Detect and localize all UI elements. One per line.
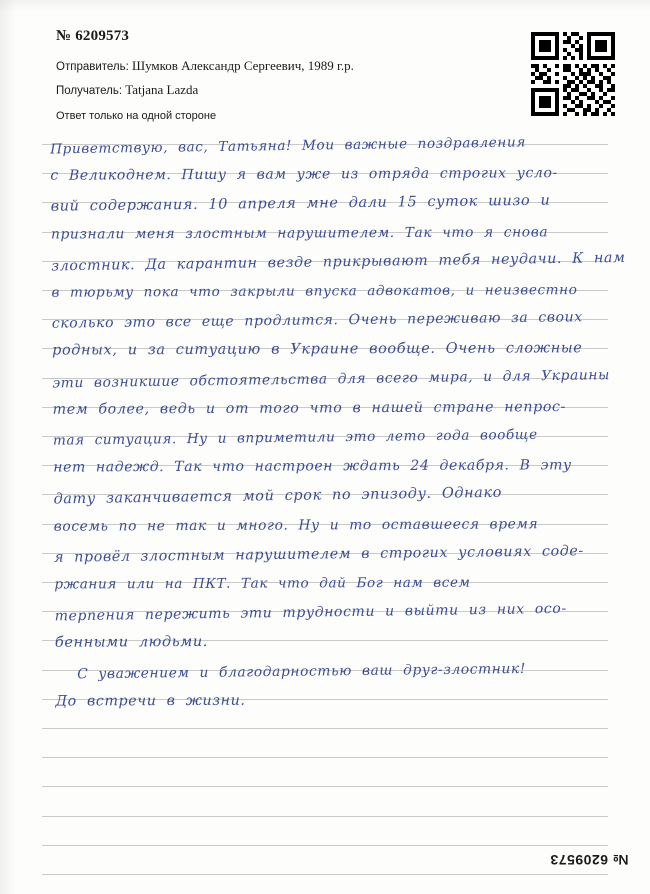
handwritten-line: родных, и за ситуацию в Украине вообще. Очень сложные — [52, 340, 583, 359]
scan-shadow-top — [0, 0, 650, 12]
handwritten-line: бенными людьми. — [54, 634, 209, 652]
handwritten-line: сколько это все еще продлится. Очень переживаю за своих — [51, 309, 583, 332]
handwritten-line: злостник. Да карантин везде прикрывают тебя неудачи. К нам — [51, 249, 626, 275]
reply-note: Ответ только на одной стороне — [56, 109, 217, 122]
handwritten-line: тем более, ведь и от того что в нашей стране непрос- — [52, 398, 567, 418]
recipient-value: Tatjana Lazda — [125, 81, 199, 97]
rule-line — [42, 816, 608, 817]
handwritten-line: восемь по не так и много. Ну и то оставшееся время — [53, 515, 539, 535]
handwritten-line: вий содержания. 10 апреля мне дали 15 суток шизо и — [50, 193, 551, 216]
handwritten-line: в тюрьму пока что закрыли впуска адвокатов, и неизвестно — [51, 282, 578, 301]
scan-shadow-left — [0, 0, 16, 894]
handwritten-line: терпения пережить эти трудности и выйти из них осо- — [54, 601, 567, 625]
sender-row — [56, 56, 516, 77]
document-number: № 6209573 — [56, 28, 130, 44]
handwritten-letter — [50, 129, 626, 718]
handwritten-line: эти возникшие обстоятельства для всего мира, и для Украины — [52, 366, 611, 392]
sender-value: Шумков Александр Сергеевич, 1989 г.р. — [131, 58, 354, 73]
handwritten-line: тая ситуация. Ну и вприметили это лето года вообще — [52, 426, 538, 449]
rule-line — [42, 728, 608, 729]
document-header — [56, 28, 516, 122]
handwritten-line: с Великоднем. Пишу я вам уже из отряда строгих усло- — [50, 165, 558, 184]
recipient-label: Получатель: — [56, 84, 123, 97]
handwritten-line: До встречи в жизни. — [55, 692, 246, 710]
rule-line — [42, 757, 608, 758]
sender-label: Отправитель: — [56, 61, 129, 73]
handwritten-line: я провёл злостным нарушителем в строгих условиях соде- — [53, 543, 584, 566]
rule-line — [42, 786, 608, 787]
handwritten-line: признали меня злостным нарушителем. Так что я снова — [50, 223, 549, 243]
handwritten-line: С уважением и благодарностью ваш друг-злостник! — [77, 660, 527, 683]
qr-code — [531, 32, 615, 116]
footer-document-number: № 6209573 — [549, 852, 628, 868]
handwritten-line: Приветствую, вас, Татьяна! Мои важные поздравления — [50, 134, 527, 158]
handwritten-line: дату заканчивается мой срок по эпизоду. Однако — [53, 485, 503, 508]
handwritten-line: нет надежд. Так что настроен ждать 24 декабря. В эту — [53, 457, 572, 476]
rule-line — [42, 845, 608, 846]
handwritten-line: ржания или на ПКТ. Так что дай Бог нам всем — [54, 574, 471, 593]
recipient-row — [56, 80, 516, 101]
rule-line — [42, 874, 608, 875]
